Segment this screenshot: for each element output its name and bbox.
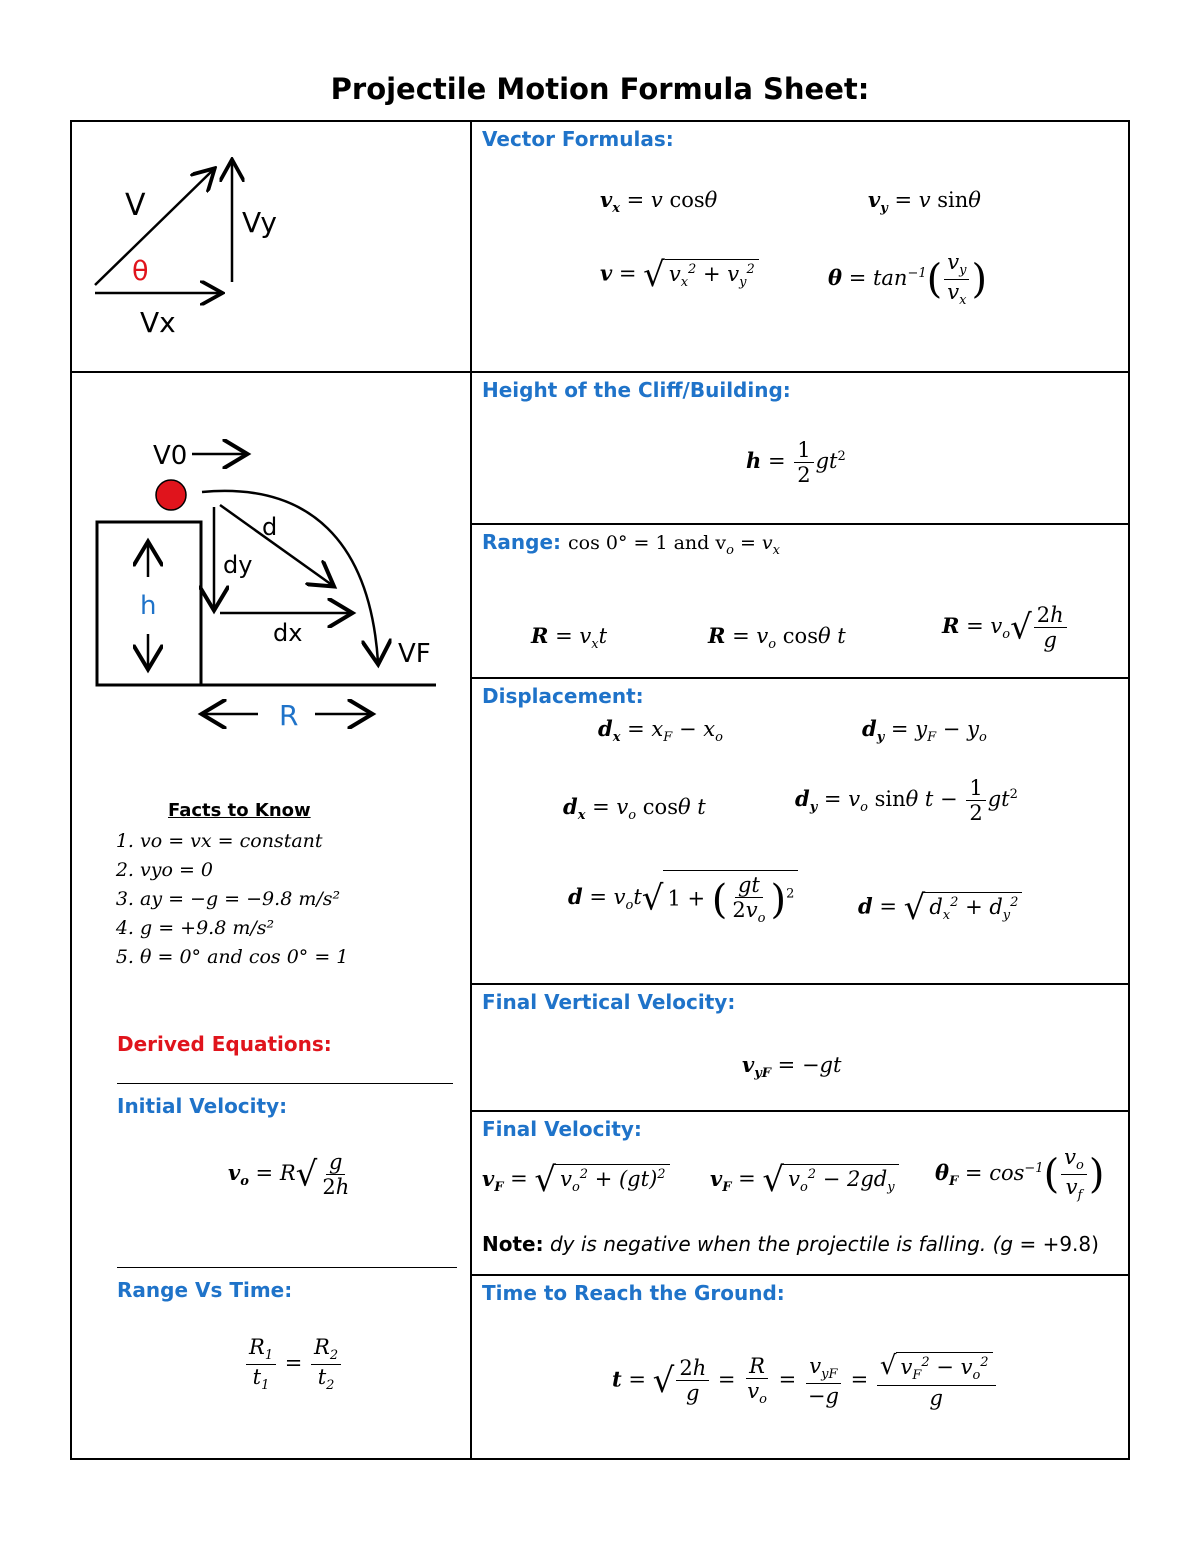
fact-item: 1. vo = vx = constant xyxy=(140,827,348,856)
v-label: V xyxy=(125,188,146,223)
facts-to-know xyxy=(118,800,348,972)
theta-label: θ xyxy=(132,256,149,287)
range-equation-3: $R = v_o√$ $\frac{2h}{g}$ xyxy=(942,603,1069,652)
initial-velocity-equation: $v_o = R√$ $\frac{g}{2h}$ xyxy=(228,1150,350,1200)
range-label: Range: xyxy=(482,530,562,554)
displacement-heading: Displacement: xyxy=(482,684,644,708)
vf-label: VF xyxy=(398,639,431,669)
note-text: is negative when the projectile is falling. ( xyxy=(574,1232,1001,1256)
final-velocity-heading: Final Velocity: xyxy=(482,1117,642,1141)
d-equation-1: $d = v_ot√$ 1 + ( $\frac{gt}{2v_o}$ )$^2$ xyxy=(568,870,798,927)
vy-equation: $v_y = v$ sinθ xyxy=(868,187,981,217)
theta-f-equation: $\theta_F = \cos^{-1}$( $\frac{v_o}{v_f}$ ) xyxy=(935,1145,1105,1204)
fact-item: 5. θ = 0° and cos 0° = 1 xyxy=(140,943,348,972)
time-heading: Time to Reach the Ground: xyxy=(482,1281,785,1305)
vyf-equation: $v_{yF} = -gt$ xyxy=(742,1052,842,1082)
vf-equation-2: $v_F$ = √ $v_o^2 - 2gd_y$ xyxy=(710,1160,899,1200)
facts-heading: Facts to Know xyxy=(168,800,311,821)
time-equation: t = √ $\frac{2h}{g}$ = $\frac{R}{v_o}$ = $\frac{v_{yF}}{-g}$ = $\frac{√ v_F^2 - v_o^2}{g}$ xyxy=(612,1352,998,1410)
range-equation-2: $R = v_o$ cosθ t xyxy=(708,623,846,653)
row-divider xyxy=(470,983,1130,985)
separator-line xyxy=(117,1083,453,1084)
projectile-ball xyxy=(156,480,186,510)
fact-item: 3. ay = −g = −9.8 m/s² xyxy=(140,885,348,914)
dy-kinematic-equation: $d_y = v_o$ sinθ t − $\frac{1}{2}$ $gt^2$ xyxy=(795,776,1018,826)
d-equation-2: d = √ $d_x^2 + d_y^2$ xyxy=(858,888,1022,928)
projectile-diagram xyxy=(70,372,470,752)
dy-difference-equation: $d_y = y_F - y_o$ xyxy=(862,716,987,746)
vector-triangle-diagram xyxy=(70,120,470,370)
v-vector xyxy=(95,170,213,285)
v-magnitude-equation: v = √ $v_x^2 + v_y^2$ xyxy=(600,255,759,295)
theta-equation: $\theta = \tan^{-1}$( $\frac{v_y}{v_x}$ ) xyxy=(828,250,988,309)
dx-label: dx xyxy=(273,619,303,647)
r-label: R xyxy=(279,699,299,732)
dy-label: dy xyxy=(223,551,253,579)
range-equation-1: $R = v_xt$ xyxy=(531,623,608,653)
height-heading: Height of the Cliff/Building: xyxy=(482,378,791,402)
row-divider xyxy=(470,677,1130,679)
fact-item: 4. g = +9.8 m/s² xyxy=(140,914,348,943)
d-label: d xyxy=(262,513,278,541)
v0-label: V0 xyxy=(153,441,188,471)
row-divider xyxy=(470,1110,1130,1112)
facts-list xyxy=(118,827,348,972)
separator-line xyxy=(117,1267,457,1268)
vector-formulas-heading: Vector Formulas: xyxy=(482,127,674,151)
note-g: g xyxy=(1000,1232,1014,1256)
final-vertical-velocity-heading: Final Vertical Velocity: xyxy=(482,990,736,1014)
vy-label: Vy xyxy=(242,206,277,239)
fact-item: 2. vyo = 0 xyxy=(140,856,348,885)
vx-label: Vx xyxy=(140,306,176,339)
range-vs-time-heading: Range Vs Time: xyxy=(117,1278,293,1302)
range-condition: cos 0° = 1 and $v_o = v_x$ xyxy=(567,532,780,558)
column-divider xyxy=(470,120,472,1460)
height-equation: h = $\frac{1}{2}$ $gt^2$ xyxy=(746,438,846,488)
row-divider xyxy=(470,1274,1130,1276)
note xyxy=(482,1232,1099,1256)
vx-equation: $v_x = v$ cosθ xyxy=(600,187,718,217)
derived-heading: Derived Equations: xyxy=(117,1032,332,1056)
range-heading xyxy=(482,530,780,558)
vf-equation-1: $v_F$ = √ $v_o^2 + (gt)^2$ xyxy=(482,1160,670,1200)
dx-kinematic-equation: $d_x = v_o$ cosθ t xyxy=(563,794,706,824)
h-label: h xyxy=(140,591,157,621)
note-var: dy xyxy=(549,1232,575,1256)
range-vs-time-equation: $\frac{R_1}{t_1}$ = $\frac{R_2}{t_2}$ xyxy=(244,1335,343,1394)
row-divider xyxy=(470,523,1130,525)
initial-velocity-heading: Initial Velocity: xyxy=(117,1094,288,1118)
dx-difference-equation: $d_x = x_F - x_o$ xyxy=(598,716,723,746)
note-tail: = +9.8) xyxy=(1013,1232,1099,1256)
note-label: Note: xyxy=(482,1232,544,1256)
page-title: Projectile Motion Formula Sheet: xyxy=(330,72,870,106)
